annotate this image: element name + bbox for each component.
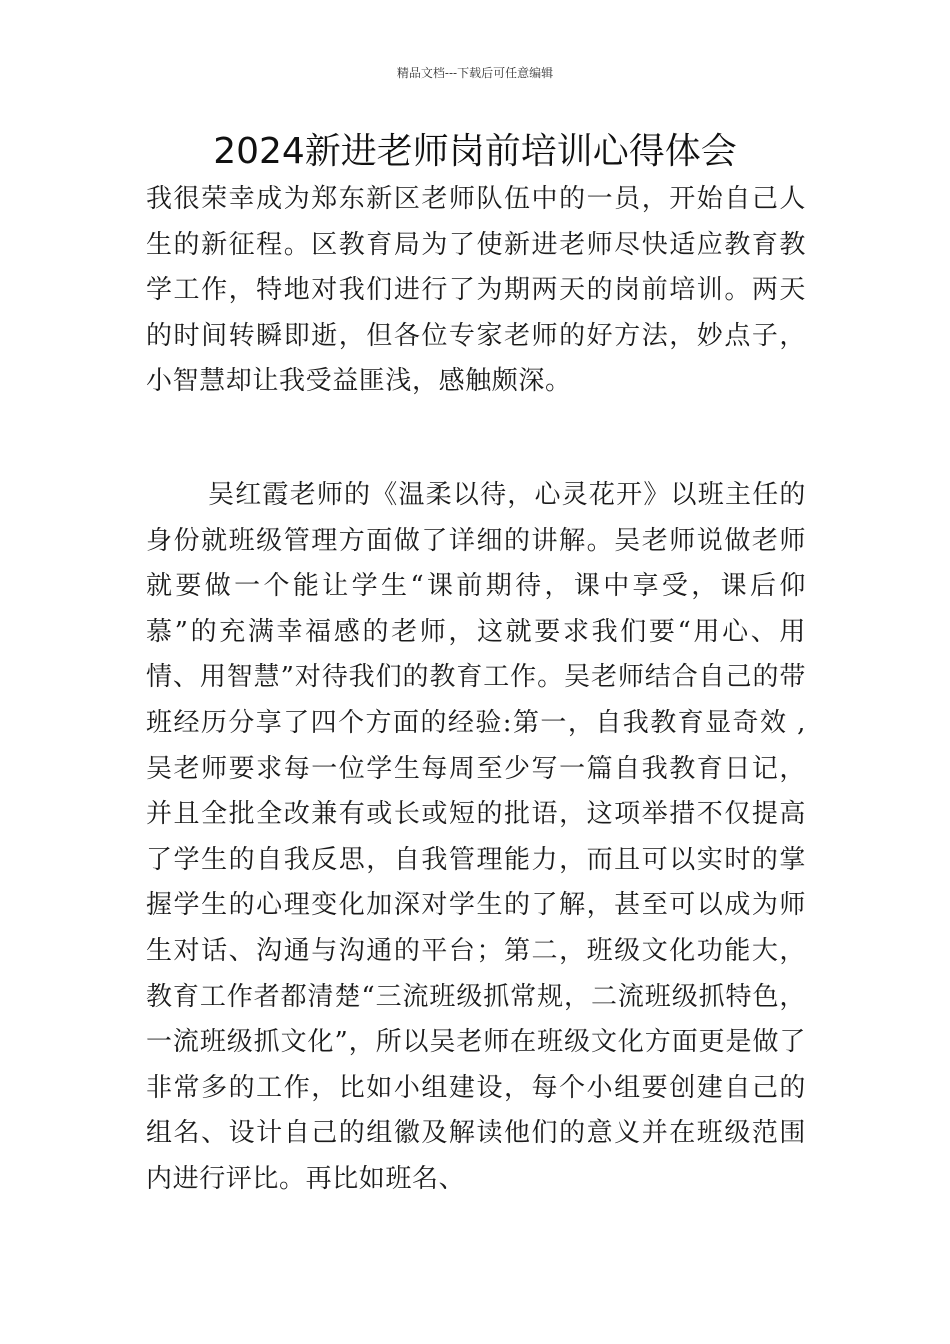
paragraph-wu-teacher: 吴红霞老师的《温柔以待，心灵花开》以班主任的身份就班级管理方面做了详细的讲解。吴老师说做老师就要做一个能让学生“课前期待，课中享受，课后仰慕”的充满幸福感的老师，这就要求我们要“用心、用情、用智慧”对待我们的教育工作。吴老师结合自己的带班经历分享了四个方面的经验:第一，自我教育显奇效 ,吴老师要求每一位学生每周至少写一篇自我教育日记，并且全批全改兼有或长或短的批语，这项举措不仅提高了学生的自我反思，自我管理能力，而且可以实时的掌握学生的心理变化加深对学生的了解，甚至可以成为师生对话、沟通与沟通的平台；第二，班级文化功能大，教育工作者都清楚“三流班级抓常规，二流班级抓特色，一流班级抓文化”，所以吴老师在班级文化方面更是做了非常多的工作，比如小组建设，每个小组要创建自己的组名、设计自己的组徽及解读他们的意义并在班级范围内进行评比。再比如班名、 — [146, 480, 806, 1194]
header-note: 精品文档---下载后可任意编辑 — [396, 66, 554, 80]
paragraph-intro: 我很荣幸成为郑东新区老师队伍中的一员，开始自己人生的新征程。区教育局为了使新进老师尽快适应教育教学工作，特地对我们进行了为期两天的岗前培训。两天的时间转瞬即逝，但各位专家老师的好方法，妙点子，小智慧却让我受益匪浅，感触颇深。 — [146, 184, 806, 397]
document-title: 2024新进老师岗前培训心得体会 — [213, 131, 737, 172]
